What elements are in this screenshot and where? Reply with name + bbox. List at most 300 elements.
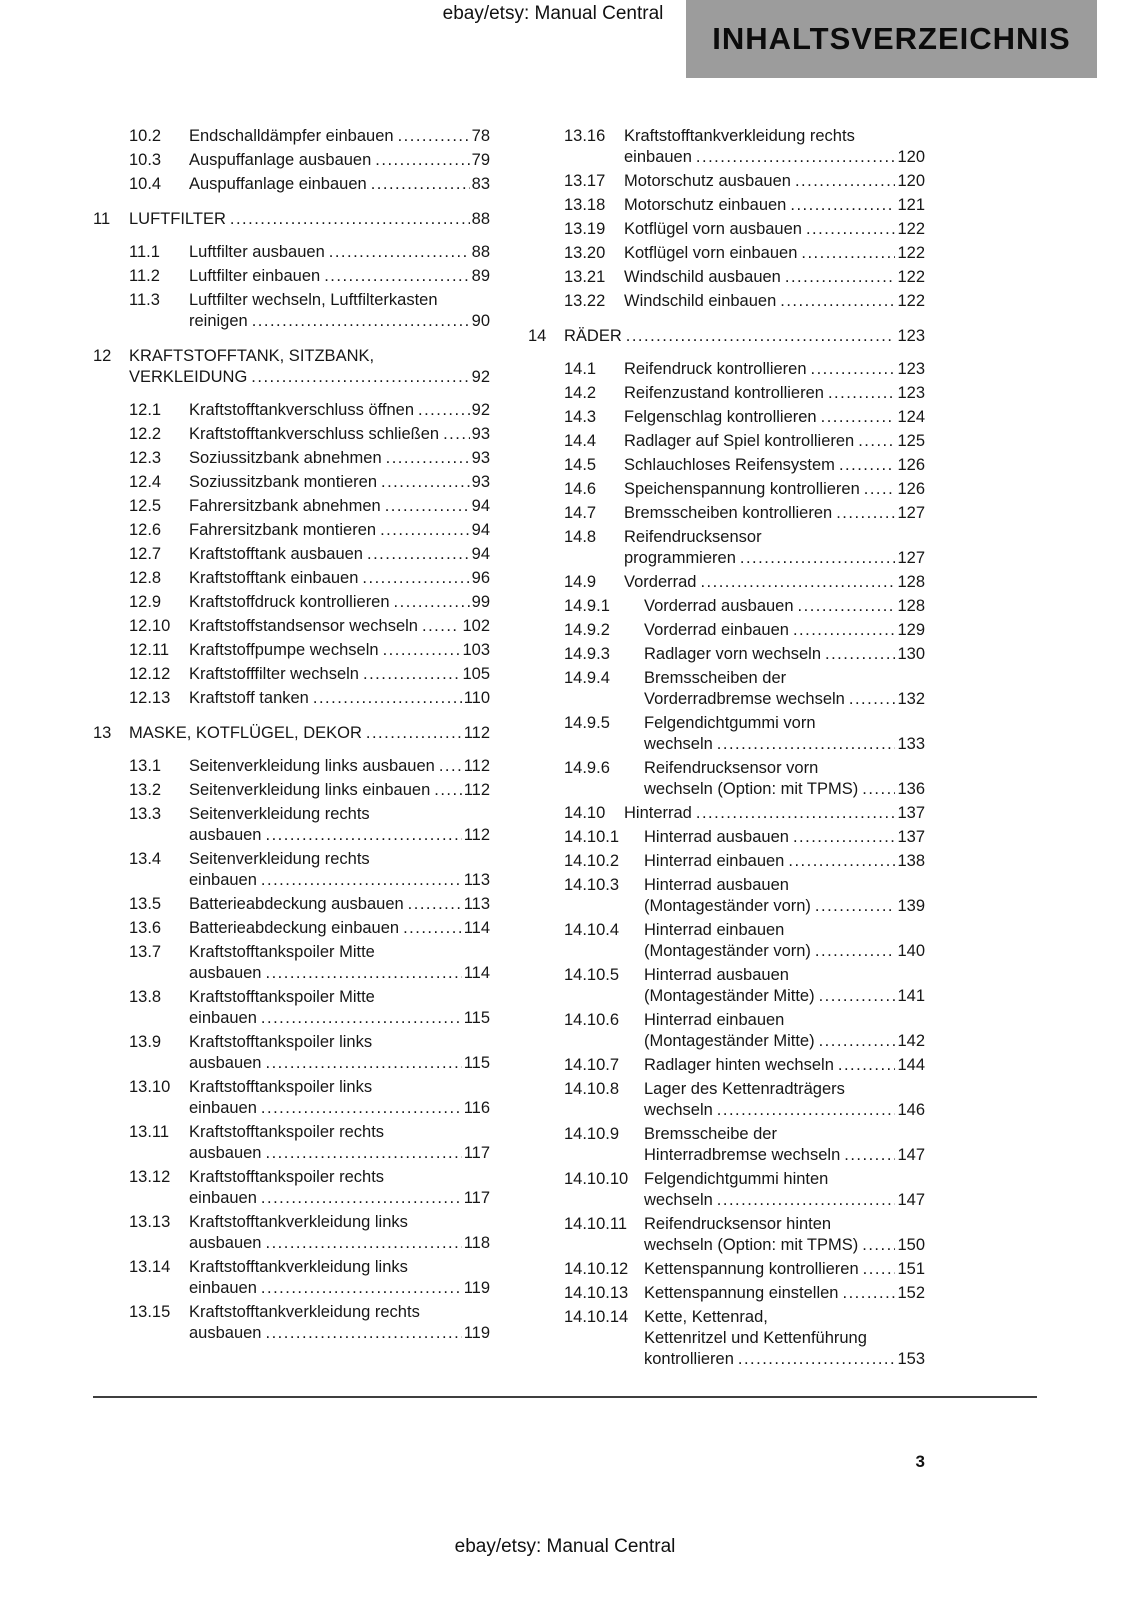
toc-entry	[564, 644, 925, 665]
toc-entry-title-line: Kette, Kettenrad,	[644, 1308, 768, 1326]
toc-entry-title-line: Soziussitzbank abnehmen	[189, 449, 382, 467]
toc-entry-title-line: Luftfilter einbauen	[189, 267, 321, 285]
toc-entry-number: 12.5	[129, 497, 162, 515]
toc-entry-body	[644, 1079, 925, 1121]
toc-entry-last-line	[624, 431, 925, 452]
toc-entry-title-line: (Montageständer vorn)	[644, 897, 811, 915]
toc-entry-body	[644, 668, 925, 710]
toc-entry-title-line: Batterieabdeckung ausbauen	[189, 895, 404, 913]
dot-leader	[261, 1098, 462, 1119]
toc-entry-title-line: Soziussitzbank montieren	[189, 473, 378, 491]
toc-entry-title-line: Bremsscheiben der	[644, 669, 787, 687]
toc-entry-title-line: Radlager auf Spiel kontrollieren	[624, 432, 855, 450]
toc-entry-number: 14	[528, 327, 547, 345]
dot-leader	[380, 520, 470, 541]
toc-entry-number: 14.9.3	[564, 645, 610, 663]
toc-entry-number: 13.12	[129, 1168, 171, 1186]
toc-entry	[129, 688, 490, 709]
toc-entry	[129, 664, 490, 685]
toc-entry-page: 126	[897, 480, 925, 498]
dot-leader	[366, 723, 462, 744]
toc-entry-last-line	[644, 734, 925, 755]
toc-entry-body	[129, 209, 490, 230]
toc-entry-title-line: Felgendichtgummi hinten	[644, 1170, 829, 1188]
toc-entry-last-line	[624, 359, 925, 380]
toc-entry-body	[189, 1077, 490, 1119]
toc-entry-body	[189, 756, 490, 777]
toc-entry-last-line	[624, 548, 925, 569]
toc-entry-body	[189, 126, 490, 147]
toc-entry-number: 12.9	[129, 593, 162, 611]
dot-leader	[793, 620, 896, 641]
footer-divider	[93, 1396, 1037, 1398]
toc-entry-title-line: Reifendrucksensor hinten	[644, 1215, 832, 1233]
toc-entry-title-line: Kraftstofftankverschluss öffnen	[189, 401, 415, 419]
toc-entry-page: 93	[471, 473, 490, 491]
toc-entry-last-line	[189, 756, 490, 777]
toc-entry-number: 12.7	[129, 545, 162, 563]
toc-entry-title-line: Kraftstofftankverkleidung rechts	[624, 127, 855, 145]
toc-entry	[129, 1032, 490, 1074]
dot-leader	[839, 455, 896, 476]
toc-entry	[564, 758, 925, 800]
toc-entry-title-line: Hinterrad einbauen	[644, 852, 785, 870]
toc-entry-last-line	[644, 596, 925, 617]
dot-leader	[849, 689, 896, 710]
toc-entry-body	[189, 616, 490, 637]
toc-entry-title-line: Kraftstofftankverschluss schließen	[189, 425, 440, 443]
toc-entry-last-line	[189, 400, 490, 421]
dot-leader	[230, 209, 470, 230]
toc-entry-number: 14.6	[564, 480, 597, 498]
toc-entry-page: 122	[897, 292, 925, 310]
toc-entry-page: 113	[463, 871, 490, 889]
toc-entry-title-line: Kotflügel vorn einbauen	[624, 244, 798, 262]
toc-entry-title-line: einbauen	[189, 871, 257, 889]
dot-leader	[383, 640, 461, 661]
dot-leader	[394, 592, 470, 613]
toc-entry-body	[189, 688, 490, 709]
dot-leader	[403, 918, 462, 939]
toc-entry-body	[189, 894, 490, 915]
toc-entry-page: 94	[471, 497, 490, 515]
toc-entry-number: 14.5	[564, 456, 597, 474]
toc-entry-last-line	[644, 1031, 925, 1052]
dot-leader	[375, 150, 469, 171]
dot-leader	[324, 266, 469, 287]
toc-entry-title-line: Kraftstofftankverkleidung links	[189, 1213, 408, 1231]
toc-entry-number: 10.4	[129, 175, 162, 193]
toc-entry-page: 138	[897, 852, 925, 870]
toc-entry-title-line: KRAFTSTOFFTANK, SITZBANK,	[129, 347, 375, 365]
dot-leader	[790, 195, 895, 216]
toc-entry-page: 94	[471, 521, 490, 539]
toc-entry-title-line: einbauen	[189, 1009, 257, 1027]
toc-entry-page: 116	[463, 1099, 490, 1117]
toc-entry-last-line	[644, 827, 925, 848]
toc-entry-body	[624, 383, 925, 404]
toc-entry-body	[624, 407, 925, 428]
dot-leader	[261, 1278, 462, 1299]
toc-entry-title-line: Kraftstofftank einbauen	[189, 569, 359, 587]
toc-entry-title-line: Kraftstofffilter wechseln	[189, 665, 359, 683]
toc-entry-title-line: Reifendrucksensor vorn	[644, 759, 819, 777]
toc-entry-body	[624, 572, 925, 593]
toc-entry-body	[644, 644, 925, 665]
toc-entry	[564, 195, 925, 216]
dot-leader	[862, 779, 895, 800]
toc-entry-page: 121	[897, 196, 925, 214]
toc-entry-title-line: Kraftstofftankverkleidung links	[189, 1258, 408, 1276]
toc-entry-title-line: MASKE, KOTFLÜGEL, DEKOR	[129, 724, 362, 742]
toc-entry-page: 126	[897, 456, 925, 474]
toc-entry	[564, 1283, 925, 1304]
toc-entry-number: 13.17	[564, 172, 606, 190]
toc-entry-number: 13.9	[129, 1033, 162, 1051]
toc-entry-page: 115	[463, 1009, 490, 1027]
toc-entry-last-line	[189, 472, 490, 493]
toc-entry-number: 10.2	[129, 127, 162, 145]
toc-entry-number: 14.10.6	[564, 1011, 620, 1029]
toc-entry-body	[189, 1122, 490, 1164]
dot-leader	[836, 503, 895, 524]
page-title-banner	[686, 0, 1097, 78]
toc-entry	[528, 326, 925, 347]
toc-entry-page: 112	[463, 757, 490, 775]
toc-entry-body	[624, 195, 925, 216]
toc-entry-page: 120	[897, 172, 925, 190]
toc-entry-last-line	[624, 383, 925, 404]
toc-entry-title-line: RÄDER	[564, 327, 622, 345]
toc-entry-title-line: Hinterrad	[624, 804, 692, 822]
toc-entry-title-line: Hinterradbremse wechseln	[644, 1146, 841, 1164]
toc-entry-page: 113	[463, 895, 490, 913]
toc-entry	[129, 150, 490, 171]
toc-entry-last-line	[189, 640, 490, 661]
toc-entry-last-line	[644, 689, 925, 710]
toc-entry-body	[189, 1257, 490, 1299]
dot-leader	[821, 407, 896, 428]
toc-entry-last-line	[189, 520, 490, 541]
toc-entry-last-line	[624, 503, 925, 524]
toc-entry-title-line: VERKLEIDUNG	[129, 368, 248, 386]
dot-leader	[806, 219, 896, 240]
toc-entry-title-line: Vorderrad ausbauen	[644, 597, 794, 615]
toc-entry-body	[189, 918, 490, 939]
dot-leader	[386, 448, 470, 469]
toc-entry-number: 14.2	[564, 384, 597, 402]
toc-entry-body	[189, 472, 490, 493]
toc-entry	[564, 243, 925, 264]
dot-leader	[785, 267, 896, 288]
toc-entry-last-line	[644, 851, 925, 872]
toc-entry-page: 137	[897, 828, 925, 846]
toc-entry-last-line	[189, 311, 490, 332]
toc-entry	[129, 126, 490, 147]
toc-entry	[564, 1010, 925, 1052]
toc-entry-page: 146	[897, 1101, 925, 1119]
dot-leader	[696, 803, 896, 824]
toc-entry-title-line: Schlauchloses Reifensystem	[624, 456, 835, 474]
toc-entry-last-line	[644, 1259, 925, 1280]
toc-entry-last-line	[189, 544, 490, 565]
toc-entry	[129, 1212, 490, 1254]
toc-entry-body	[644, 920, 925, 962]
toc-entry	[129, 616, 490, 637]
toc-entry-last-line	[129, 209, 490, 230]
toc-entry-title-line: ausbauen	[189, 1234, 262, 1252]
toc-entry-page: 99	[471, 593, 490, 611]
toc-entry-body	[189, 424, 490, 445]
dot-leader	[780, 291, 895, 312]
toc-entry-page: 112	[463, 781, 490, 799]
toc-entry-body	[644, 596, 925, 617]
dot-leader	[815, 941, 896, 962]
toc-entry-title-line: Vorderrad einbauen	[644, 621, 789, 639]
toc-entry-page: 123	[897, 327, 925, 345]
toc-entry-number: 14.3	[564, 408, 597, 426]
dot-leader	[858, 431, 895, 452]
toc-entry-title-line: Seitenverkleidung links einbauen	[189, 781, 431, 799]
toc-entry-body	[624, 527, 925, 569]
dot-leader	[371, 174, 470, 195]
toc-entry-title-line: wechseln	[644, 1191, 713, 1209]
toc-entry-body	[644, 758, 925, 800]
toc-entry	[129, 242, 490, 263]
toc-entry-last-line	[189, 1053, 490, 1074]
dot-leader	[696, 147, 896, 168]
toc-entry	[129, 568, 490, 589]
toc-entry-page: 132	[897, 690, 925, 708]
toc-entry	[129, 1167, 490, 1209]
toc-entry-page: 128	[897, 597, 925, 615]
toc-entry-title-line: Kraftstofftankspoiler Mitte	[189, 943, 375, 961]
toc-entry	[129, 942, 490, 984]
toc-entry	[129, 987, 490, 1029]
toc-entry-title-line: Vorderrad	[624, 573, 697, 591]
toc-entry-last-line	[624, 147, 925, 168]
toc-entry-page: 127	[897, 549, 925, 567]
toc-entry-body	[189, 987, 490, 1029]
toc-entry-title-line: wechseln (Option: mit TPMS)	[644, 1236, 859, 1254]
toc-entry-last-line	[644, 1145, 925, 1166]
toc-entry	[129, 1122, 490, 1164]
toc-entry-last-line	[644, 1349, 925, 1370]
toc-entry-body	[189, 1167, 490, 1209]
toc-entry-body	[644, 620, 925, 641]
dot-leader	[795, 171, 896, 192]
toc-entry	[129, 756, 490, 777]
dot-leader	[434, 780, 461, 801]
dot-leader	[862, 1235, 895, 1256]
toc-entry-page: 144	[897, 1056, 925, 1074]
toc-entry-body	[624, 803, 925, 824]
toc-entry-page: 147	[897, 1146, 925, 1164]
toc-entry-page: 122	[897, 220, 925, 238]
toc-entry-number: 14.9.4	[564, 669, 610, 687]
toc-entry-title-line: (Montageständer Mitte)	[644, 987, 815, 1005]
toc-entry-number: 12.13	[129, 689, 171, 707]
toc-entry-page: 153	[897, 1350, 925, 1368]
toc-entry	[564, 620, 925, 641]
toc-entry-last-line	[644, 986, 925, 1007]
toc-entry-number: 14.10.7	[564, 1056, 620, 1074]
toc-entry-title-line: Hinterrad einbauen	[644, 1011, 785, 1029]
toc-entry-number: 14.10.4	[564, 921, 620, 939]
toc-entry-page: 137	[897, 804, 925, 822]
toc-entry-last-line	[189, 616, 490, 637]
toc-entry-body	[644, 827, 925, 848]
toc-entry-title-line: ausbauen	[189, 1324, 262, 1342]
toc-entry	[129, 174, 490, 195]
toc-entry	[564, 1307, 925, 1370]
toc-entry-title-line: Vorderradbremse wechseln	[644, 690, 845, 708]
toc-entry-title-line: Speichenspannung kontrollieren	[624, 480, 860, 498]
dot-leader	[398, 126, 470, 147]
toc-entry	[564, 1214, 925, 1256]
toc-entry-number: 13.4	[129, 850, 162, 868]
toc-entry-title-line: Kraftstoffdruck kontrollieren	[189, 593, 390, 611]
dot-leader	[266, 1053, 462, 1074]
toc-entry-number: 11	[93, 210, 111, 228]
toc-entry-body	[624, 455, 925, 476]
toc-entry-body	[644, 1055, 925, 1076]
toc-entry-body	[189, 1212, 490, 1254]
dot-leader	[266, 963, 462, 984]
toc-entry-page: 151	[897, 1260, 925, 1278]
toc-entry-body	[644, 1259, 925, 1280]
toc-entry-page: 79	[471, 151, 490, 169]
toc-entry-number: 14.9	[564, 573, 597, 591]
toc-entry	[564, 827, 925, 848]
toc-entry-title-line: Kraftstofftankspoiler Mitte	[189, 988, 375, 1006]
toc-entry-last-line	[644, 1235, 925, 1256]
toc-entry	[129, 448, 490, 469]
toc-entry	[129, 804, 490, 846]
toc-entry-last-line	[624, 455, 925, 476]
toc-entry-page: 122	[897, 268, 925, 286]
toc-entry	[129, 400, 490, 421]
toc-entry-number: 14.8	[564, 528, 597, 546]
toc-content	[93, 126, 925, 1373]
toc-entry-last-line	[624, 803, 925, 824]
toc-entry-body	[189, 942, 490, 984]
toc-entry-last-line	[189, 1323, 490, 1344]
toc-entry-number: 13.6	[129, 919, 162, 937]
toc-entry-title-line: Hinterrad ausbauen	[644, 966, 789, 984]
toc-entry-page: 141	[897, 987, 925, 1005]
toc-entry-number: 14.10.10	[564, 1170, 629, 1188]
toc-entry-title-line: Fahrersitzbank abnehmen	[189, 497, 381, 515]
toc-entry-number: 12.12	[129, 665, 171, 683]
toc-entry-number: 13.16	[564, 127, 606, 145]
toc-entry-page: 152	[897, 1284, 925, 1302]
toc-entry-page: 92	[471, 401, 490, 419]
toc-entry	[564, 126, 925, 168]
toc-entry-title-line: Kettenritzel und Kettenführung	[644, 1329, 867, 1347]
toc-entry-body	[189, 568, 490, 589]
toc-entry-page: 150	[897, 1236, 925, 1254]
toc-entry	[129, 1302, 490, 1344]
toc-entry-title-line: ausbauen	[189, 964, 262, 982]
toc-entry	[564, 1124, 925, 1166]
toc-entry-last-line	[189, 1278, 490, 1299]
toc-entry-body	[644, 1169, 925, 1211]
toc-entry-body	[189, 849, 490, 891]
dot-leader	[819, 1031, 896, 1052]
toc-entry-title-line: Batterieabdeckung einbauen	[189, 919, 400, 937]
dot-leader	[815, 896, 896, 917]
toc-entry	[564, 1169, 925, 1211]
toc-entry	[129, 424, 490, 445]
toc-entry-page: 112	[463, 724, 490, 742]
toc-entry-last-line	[624, 195, 925, 216]
toc-entry-page: 83	[471, 175, 490, 193]
toc-entry-number: 13.1	[129, 757, 162, 775]
toc-entry-last-line	[624, 243, 925, 264]
toc-entry-page: 136	[897, 780, 925, 798]
toc-entry-number: 13.20	[564, 244, 606, 262]
toc-entry-number: 11.3	[129, 291, 160, 309]
toc-entry-title-line: Reifendrucksensor	[624, 528, 762, 546]
toc-entry-body	[189, 804, 490, 846]
toc-entry-body	[564, 326, 925, 347]
toc-entry-number: 11.2	[129, 267, 160, 285]
toc-entry-title-line: ausbauen	[189, 1054, 262, 1072]
dot-leader	[717, 734, 896, 755]
toc-entry-title-line: wechseln (Option: mit TPMS)	[644, 780, 859, 798]
toc-entry-title-line: Kraftstofftankverkleidung rechts	[189, 1303, 420, 1321]
dot-leader	[362, 568, 469, 589]
dot-leader	[828, 383, 896, 404]
dot-leader	[439, 756, 462, 777]
toc-entry-last-line	[189, 1188, 490, 1209]
toc-entry-body	[644, 1307, 925, 1370]
toc-entry	[129, 1257, 490, 1299]
toc-entry-number: 13.14	[129, 1258, 171, 1276]
toc-entry-title-line: ausbauen	[189, 826, 262, 844]
toc-entry-number: 12.10	[129, 617, 171, 635]
toc-entry-page: 142	[897, 1032, 925, 1050]
toc-entry-last-line	[644, 1190, 925, 1211]
toc-entry	[93, 346, 490, 388]
toc-entry-number: 13.13	[129, 1213, 171, 1231]
toc-entry-last-line	[189, 1233, 490, 1254]
toc-entry	[564, 359, 925, 380]
toc-entry-body	[189, 242, 490, 263]
toc-entry-page: 120	[897, 148, 925, 166]
toc-entry	[129, 849, 490, 891]
toc-entry-body	[644, 713, 925, 755]
toc-entry	[564, 875, 925, 917]
toc-entry	[564, 219, 925, 240]
toc-entry-number: 14.7	[564, 504, 597, 522]
toc-entry-title-line: Kotflügel vorn ausbauen	[624, 220, 802, 238]
toc-entry-title-line: Radlager vorn wechseln	[644, 645, 822, 663]
toc-entry-title-line: Hinterrad ausbauen	[644, 828, 789, 846]
toc-entry-title-line: Bremsscheiben kontrollieren	[624, 504, 833, 522]
toc-entry	[564, 572, 925, 593]
toc-entry-number: 13.5	[129, 895, 162, 913]
toc-entry-number: 14.10.12	[564, 1260, 629, 1278]
toc-entry-title-line: Kraftstofftankspoiler rechts	[189, 1123, 385, 1141]
toc-entry-number: 12.1	[129, 401, 162, 419]
toc-entry-page: 92	[471, 368, 490, 386]
toc-entry-page: 93	[471, 425, 490, 443]
toc-entry-last-line	[189, 424, 490, 445]
toc-entry-number: 14.10.8	[564, 1080, 620, 1098]
dot-leader	[329, 242, 470, 263]
